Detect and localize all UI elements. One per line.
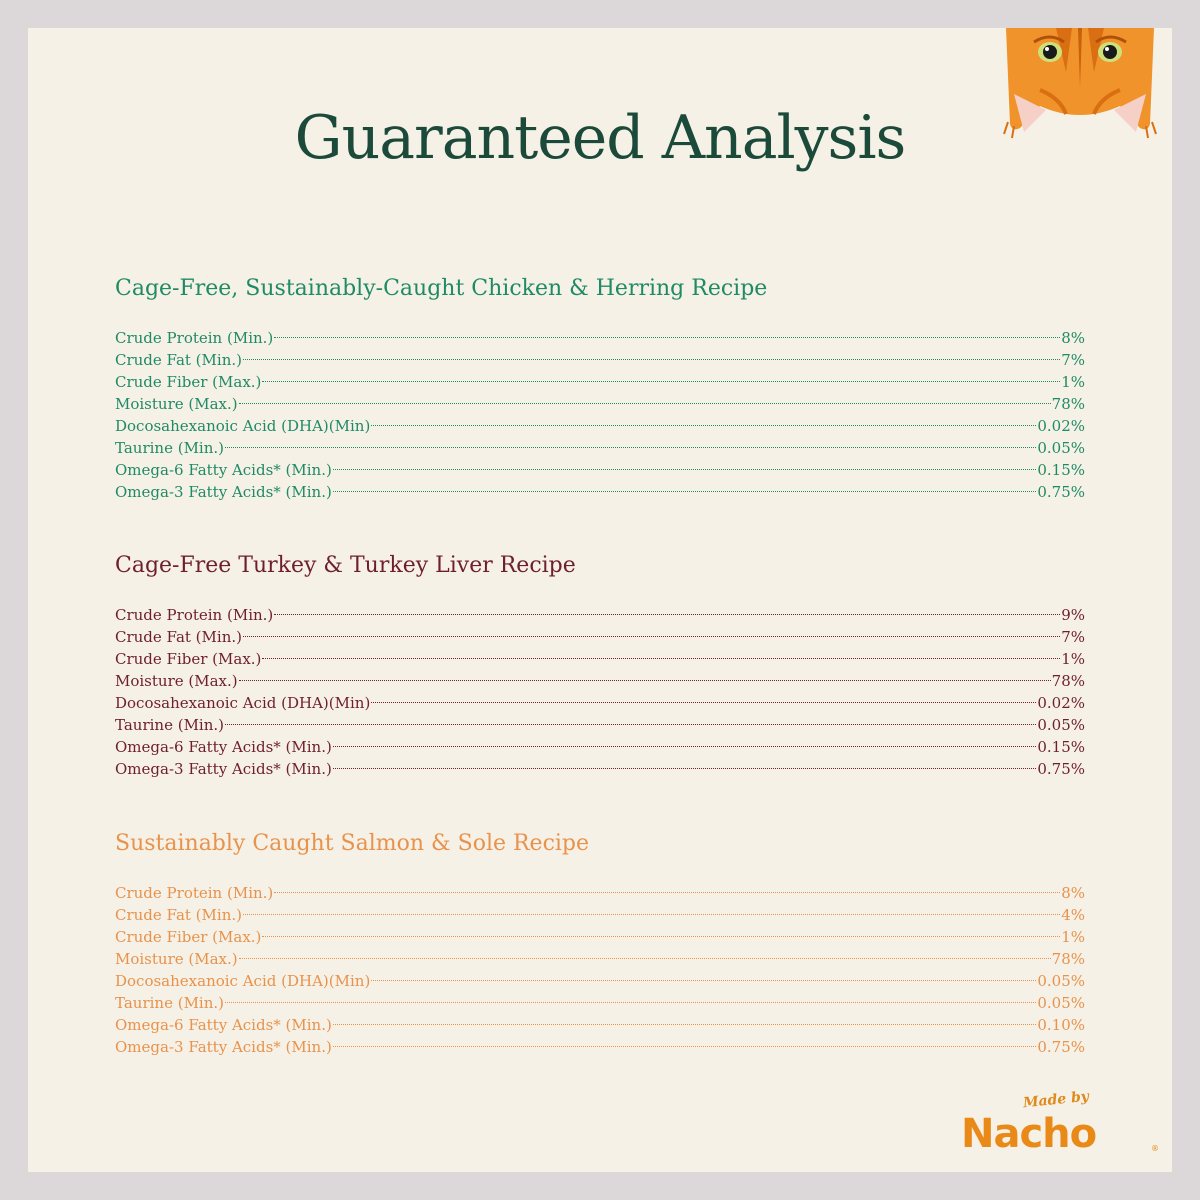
nutrient-value: 0.05% — [1037, 439, 1085, 457]
registered-mark: ® — [1151, 1144, 1159, 1153]
nutrient-row — [115, 686, 1085, 712]
recipe-section-chicken-herring — [115, 273, 1085, 501]
recipe-heading: Cage-Free, Sustainably-Caught Chicken & Herring Recipe — [115, 276, 768, 301]
recipe-heading: Sustainably Caught Salmon & Sole Recipe — [115, 831, 590, 856]
nutrient-row — [115, 642, 1085, 668]
nutrient-name: Taurine (Min.) — [115, 439, 225, 457]
nutrient-name: Docosahexanoic Acid (DHA)(Min) — [115, 417, 371, 435]
nutrient-row — [115, 387, 1085, 413]
nutrient-value: 7% — [1061, 628, 1085, 646]
nutrient-row — [115, 986, 1085, 1012]
nutrient-row — [115, 1008, 1085, 1034]
nutrient-value: 0.75% — [1037, 1038, 1085, 1056]
nutrient-value: 78% — [1051, 395, 1085, 413]
nutrient-name: Crude Fiber (Max.) — [115, 650, 262, 668]
dot-leader — [333, 475, 1037, 497]
nutrient-name: Docosahexanoic Acid (DHA)(Min) — [115, 694, 371, 712]
dot-leader — [225, 708, 1036, 730]
logo-tagline: Made by — [1022, 1088, 1090, 1112]
dot-leader — [239, 664, 1051, 686]
nutrient-name: Omega-6 Fatty Acids* (Min.) — [115, 738, 332, 756]
dot-leader — [371, 964, 1036, 986]
nutrient-value: 4% — [1061, 906, 1085, 924]
dot-leader — [333, 730, 1037, 752]
nutrient-row — [115, 664, 1085, 690]
nutrient-value: 9% — [1061, 606, 1085, 624]
nutrient-row — [115, 876, 1085, 902]
nutrient-name: Taurine (Min.) — [115, 716, 225, 734]
nutrient-value: 0.15% — [1037, 461, 1085, 479]
nutrient-row — [115, 964, 1085, 990]
dot-leader — [243, 620, 1060, 642]
dot-leader — [333, 1030, 1037, 1052]
nutrient-value: 0.75% — [1037, 760, 1085, 778]
recipe-section-turkey — [115, 550, 1085, 778]
brand-logo — [955, 1088, 1165, 1162]
dot-leader — [239, 942, 1051, 964]
nutrient-value: 0.02% — [1037, 417, 1085, 435]
dot-leader — [262, 920, 1060, 942]
nutrient-value: 0.02% — [1037, 694, 1085, 712]
dot-leader — [243, 898, 1060, 920]
nutrient-value: 0.15% — [1037, 738, 1085, 756]
nutrient-name: Docosahexanoic Acid (DHA)(Min) — [115, 972, 371, 990]
nutrient-list — [115, 321, 1085, 501]
nutrient-name: Taurine (Min.) — [115, 994, 225, 1012]
nutrient-list — [115, 876, 1085, 1056]
recipe-heading: Cage-Free Turkey & Turkey Liver Recipe — [115, 553, 576, 578]
dot-leader — [274, 876, 1060, 898]
nutrient-name: Crude Protein (Min.) — [115, 606, 274, 624]
nutrient-value: 78% — [1051, 672, 1085, 690]
nutrient-name: Omega-3 Fatty Acids* (Min.) — [115, 760, 332, 778]
nutrient-row — [115, 620, 1085, 646]
nutrient-name: Crude Fiber (Max.) — [115, 928, 262, 946]
nutrient-value: 7% — [1061, 351, 1085, 369]
dot-leader — [243, 343, 1060, 365]
nutrient-row — [115, 365, 1085, 391]
nutrient-list — [115, 598, 1085, 778]
dot-leader — [333, 453, 1037, 475]
nutrient-value: 0.05% — [1037, 994, 1085, 1012]
dot-leader — [333, 752, 1037, 774]
nutrient-name: Moisture (Max.) — [115, 395, 238, 413]
dot-leader — [274, 321, 1060, 343]
dot-leader — [225, 986, 1036, 1008]
nutrient-name: Crude Fiber (Max.) — [115, 373, 262, 391]
nutrient-name: Crude Fat (Min.) — [115, 628, 242, 646]
dot-leader — [262, 642, 1060, 664]
nutrient-row — [115, 431, 1085, 457]
nutrient-name: Moisture (Max.) — [115, 672, 238, 690]
dot-leader — [371, 686, 1036, 708]
dot-leader — [225, 431, 1036, 453]
nutrient-value: 8% — [1061, 884, 1085, 902]
nutrient-row — [115, 942, 1085, 968]
nutrient-value: 1% — [1061, 373, 1085, 391]
nutrient-value: 1% — [1061, 650, 1085, 668]
nutrient-value: 0.75% — [1037, 483, 1085, 501]
nutrient-name: Moisture (Max.) — [115, 950, 238, 968]
nutrient-name: Crude Protein (Min.) — [115, 329, 274, 347]
nutrient-value: 1% — [1061, 928, 1085, 946]
nutrient-value: 0.05% — [1037, 972, 1085, 990]
nutrient-row — [115, 730, 1085, 756]
nutrient-name: Omega-3 Fatty Acids* (Min.) — [115, 483, 332, 501]
nutrient-name: Crude Fat (Min.) — [115, 351, 242, 369]
nutrient-value: 0.05% — [1037, 716, 1085, 734]
dot-leader — [274, 598, 1060, 620]
nutrient-name: Omega-6 Fatty Acids* (Min.) — [115, 461, 332, 479]
nutrient-row — [115, 898, 1085, 924]
nutrient-row — [115, 321, 1085, 347]
nutrient-value: 0.10% — [1037, 1016, 1085, 1034]
nutrient-name: Crude Protein (Min.) — [115, 884, 274, 902]
nutrient-row — [115, 708, 1085, 734]
nutrient-name: Omega-6 Fatty Acids* (Min.) — [115, 1016, 332, 1034]
nutrient-value: 78% — [1051, 950, 1085, 968]
nutrient-name: Omega-3 Fatty Acids* (Min.) — [115, 1038, 332, 1056]
nutrient-value: 8% — [1061, 329, 1085, 347]
recipe-section-salmon-sole — [115, 828, 1085, 1056]
nutrient-row — [115, 409, 1085, 435]
dot-leader — [239, 387, 1051, 409]
logo-wordmark: Nacho — [961, 1111, 1097, 1157]
dot-leader — [262, 365, 1060, 387]
nutrient-row — [115, 343, 1085, 369]
dot-leader — [333, 1008, 1037, 1030]
page-title: Guaranteed Analysis — [294, 103, 906, 173]
nutrient-row — [115, 453, 1085, 479]
dot-leader — [371, 409, 1036, 431]
nutrient-row — [115, 598, 1085, 624]
nutrient-row — [115, 920, 1085, 946]
nutrient-name: Crude Fat (Min.) — [115, 906, 242, 924]
